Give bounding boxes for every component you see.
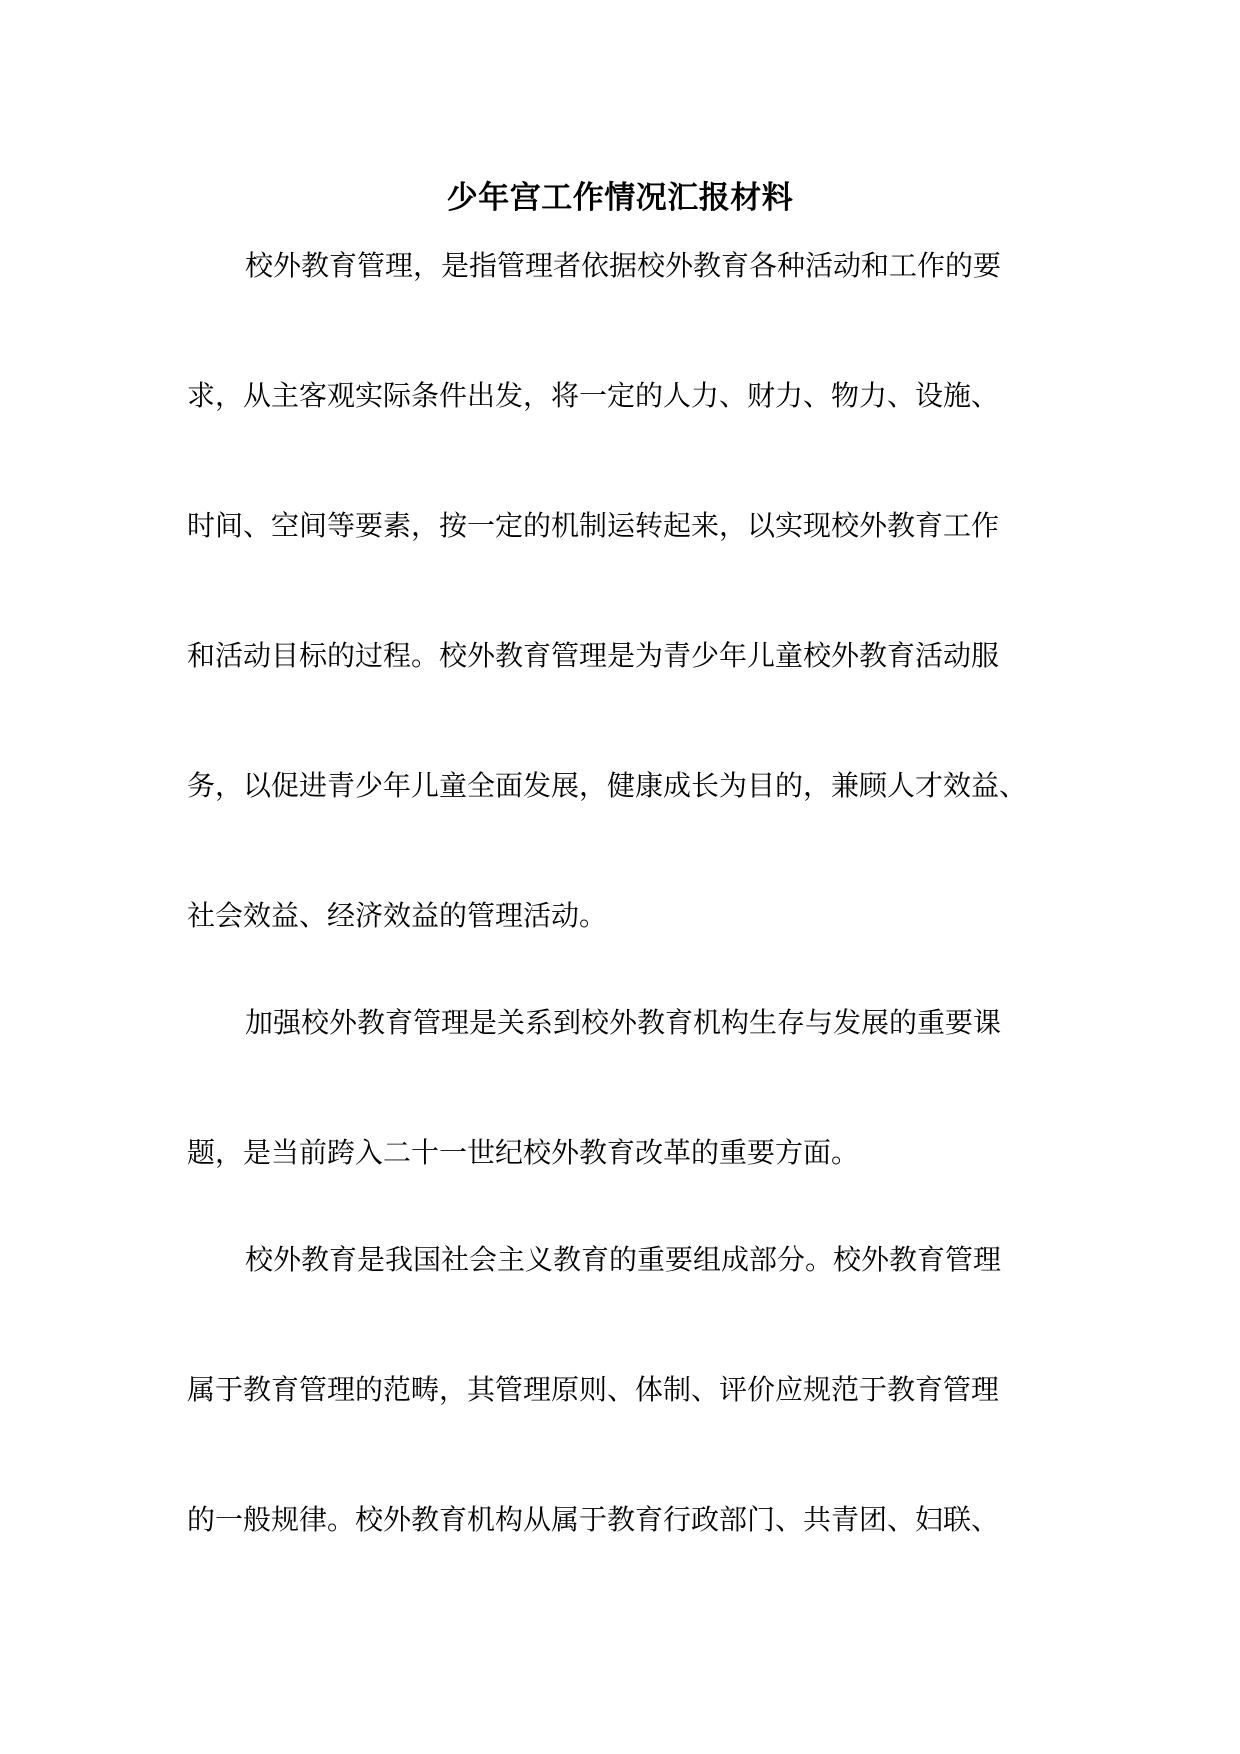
document-title: 少年宫工作情况汇报材料 [446,180,794,216]
paragraph-1-line-2: 求，从主客观实际条件出发，将一定的人力、财力、物力、设施、 [187,379,1000,412]
paragraph-1-line-1: 校外教育管理，是指管理者依据校外教育各种活动和工作的要 [245,249,1002,282]
paragraph-1-line-5: 务，以促进青少年儿童全面发展，健康成长为目的，兼顾人才效益、 [187,769,1028,802]
paragraph-3-line-1: 校外教育是我国社会主义教育的重要组成部分。校外教育管理 [245,1243,1002,1276]
paragraph-3-line-3: 的一般规律。校外教育机构从属于教育行政部门、共青团、妇联、 [187,1503,1000,1536]
paragraph-2-line-1: 加强校外教育管理是关系到校外教育机构生存与发展的重要课 [245,1006,1002,1039]
paragraph-2-line-2: 题，是当前跨入二十一世纪校外教育改革的重要方面。 [187,1136,860,1169]
paragraph-1-line-6: 社会效益、经济效益的管理活动。 [187,899,608,932]
paragraph-1-line-3: 时间、空间等要素，按一定的机制运转起来，以实现校外教育工作 [187,509,1000,542]
paragraph-3-line-2: 属于教育管理的范畴，其管理原则、体制、评价应规范于教育管理 [187,1373,1000,1406]
paragraph-1-line-4: 和活动目标的过程。校外教育管理是为青少年儿童校外教育活动服 [187,639,1000,672]
